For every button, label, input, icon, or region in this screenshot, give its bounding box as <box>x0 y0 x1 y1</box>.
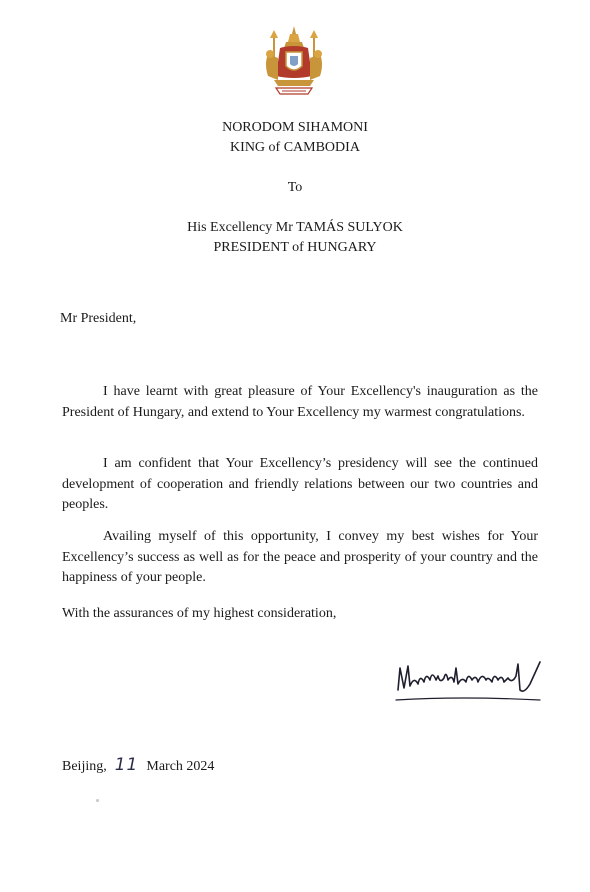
recipient-title: PRESIDENT of HUNGARY <box>213 240 377 255</box>
body-paragraph: Availing myself of this opportunity, I convey my best wishes for Your Excellency’s success as well as for the peace and prosperity of your country and the happiness of your people. <box>62 529 538 585</box>
paper-speck <box>96 799 99 802</box>
sender-title: KING of CAMBODIA <box>230 140 360 155</box>
recipient-block <box>0 218 590 258</box>
signature-image <box>390 650 550 710</box>
body-paragraph: I am confident that Your Excellency’s presidency will see the continued development of cooperation and friendly relations between our two countries and peoples. <box>62 456 538 512</box>
date-place: Beijing, <box>62 759 107 774</box>
date-line <box>62 755 214 775</box>
recipient-name: His Excellency Mr TAMÁS SULYOK <box>187 220 403 235</box>
sender-name: NORODOM SIHAMONI <box>222 120 368 135</box>
date-day-handwritten: 11 <box>114 755 139 775</box>
royal-emblem-icon <box>260 24 328 100</box>
salutation: Mr President, <box>60 311 137 326</box>
closing-line: With the assurances of my highest consideration, <box>62 606 337 621</box>
date-month-year: March 2024 <box>146 759 215 774</box>
sender-block <box>0 118 590 158</box>
body-paragraph: I have learnt with great pleasure of Your Excellency's inauguration as the President of Hungary, and extend to Your Excellency my warmest congratulations. <box>62 384 538 420</box>
to-label: To <box>287 180 303 195</box>
